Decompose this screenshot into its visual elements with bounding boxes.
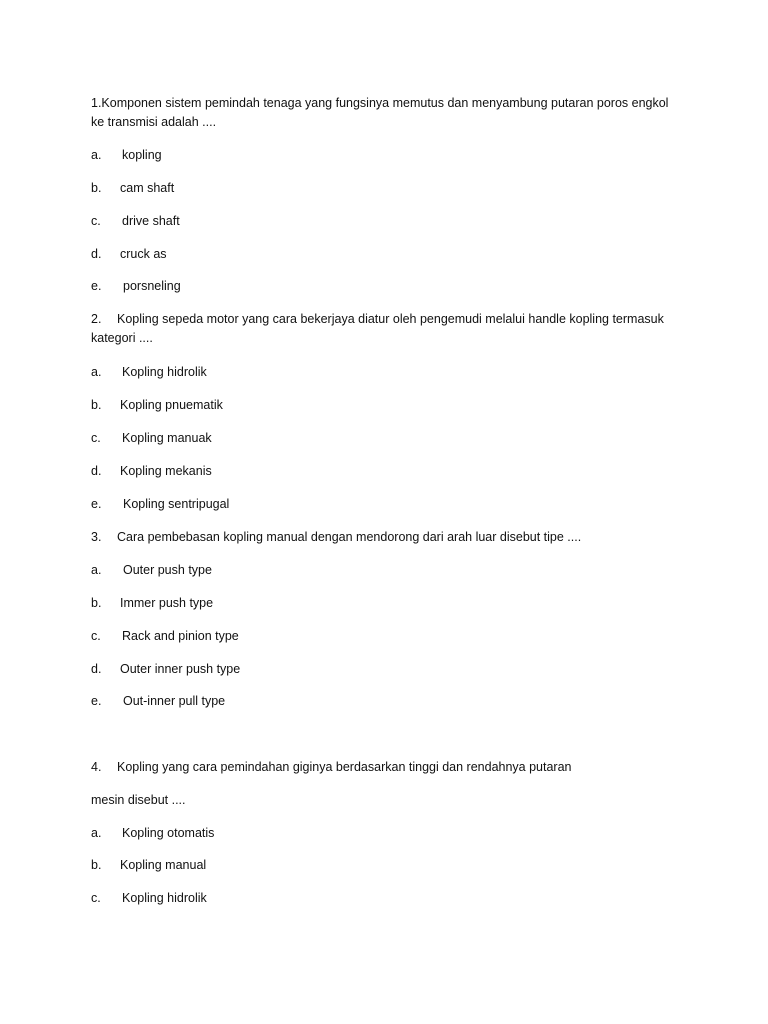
question-4-line-2: mesin disebut .... (91, 793, 186, 807)
q1-option-c-text: drive shaft (122, 214, 180, 228)
q3-option-b-text: Immer push type (120, 596, 214, 610)
q4-option-c-letter: c. (91, 891, 101, 905)
question-3-number: 3. (91, 530, 102, 544)
q3-option-d-text: Outer inner push type (120, 662, 241, 676)
q2-option-d-letter: d. (91, 464, 102, 478)
q4-option-c-text: Kopling hidrolik (122, 891, 207, 905)
q3-option-c-letter: c. (91, 629, 101, 643)
q1-option-b-text: cam shaft (120, 181, 175, 195)
q1-option-a-text: kopling (122, 148, 162, 162)
question-2-number: 2. (91, 312, 102, 326)
question-4-number: 4. (91, 760, 102, 774)
q3-option-c-text: Rack and pinion type (122, 629, 239, 643)
question-4-text: Kopling yang cara pemindahan giginya berdasarkan tinggi dan rendahnya putaran (117, 760, 572, 774)
question-2-text: Kopling sepeda motor yang cara bekerjaya diatur oleh pengemudi melalui handle kopling termasuk (117, 312, 664, 326)
question-1-line-1: 1.Komponen sistem pemindah tenaga yang fungsinya memutus dan menyambung putaran poros engkol (91, 96, 669, 110)
q3-option-e-letter: e. (91, 694, 102, 708)
question-2-line-2: kategori .... (91, 331, 153, 345)
q1-option-e-text: porsneling (123, 279, 181, 293)
q2-option-a-text: Kopling hidrolik (122, 365, 207, 379)
question-2-line-1 (91, 311, 101, 327)
q4-option-a-letter: a. (91, 826, 102, 840)
q2-option-a-letter: a. (91, 365, 102, 379)
q2-option-b-text: Kopling pnuematik (120, 398, 223, 412)
q1-option-e-letter: e. (91, 279, 102, 293)
q2-option-e-text: Kopling sentripugal (123, 497, 230, 511)
question-1-line-2: ke transmisi adalah .... (91, 115, 217, 129)
q4-option-a-text: Kopling otomatis (122, 826, 215, 840)
q2-option-b-letter: b. (91, 398, 102, 412)
q1-option-a-letter: a. (91, 148, 102, 162)
q3-option-e-text: Out-inner pull type (123, 694, 226, 708)
q2-option-e-letter: e. (91, 497, 102, 511)
q1-option-d-letter: d. (91, 247, 102, 261)
q1-option-c-letter: c. (91, 214, 101, 228)
q1-option-d-text: cruck as (120, 247, 167, 261)
q3-option-a-text: Outer push type (123, 563, 212, 577)
q3-option-d-letter: d. (91, 662, 102, 676)
q2-option-c-letter: c. (91, 431, 101, 445)
q2-option-c-text: Kopling manuak (122, 431, 212, 445)
q2-option-d-text: Kopling mekanis (120, 464, 212, 478)
q1-option-b-letter: b. (91, 181, 102, 195)
q4-option-b-text: Kopling manual (120, 858, 207, 872)
q3-option-a-letter: a. (91, 563, 102, 577)
q3-option-b-letter: b. (91, 596, 102, 610)
question-3-text: Cara pembebasan kopling manual dengan mendorong dari arah luar disebut tipe .... (117, 530, 582, 544)
q4-option-b-letter: b. (91, 858, 102, 872)
